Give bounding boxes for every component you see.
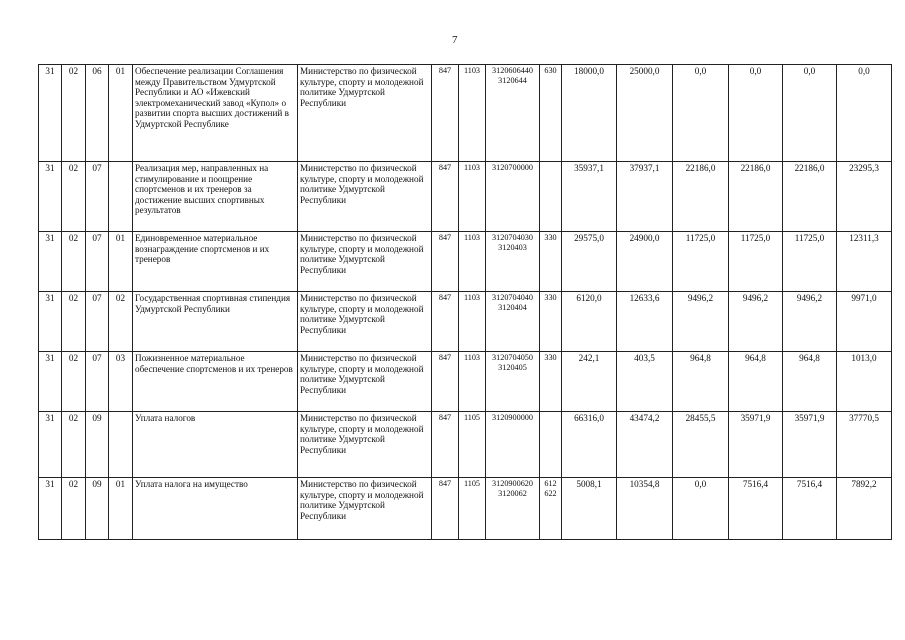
budget-table — [38, 64, 892, 540]
value-4: 0,0 — [729, 65, 783, 162]
code-gp: 31 — [39, 65, 62, 162]
value-6: 7892,2 — [837, 478, 892, 540]
responsible-org: Министерство по физической культуре, спорту и молодежной политике Удмуртской Республики — [298, 478, 432, 540]
value-3: 964,8 — [673, 352, 729, 412]
code-gp: 31 — [39, 162, 62, 232]
code-pp: 02 — [62, 65, 86, 162]
value-5: 9496,2 — [783, 292, 837, 352]
responsible-org: Министерство по физической культуре, спорту и молодежной политике Удмуртской Республики — [298, 232, 432, 292]
responsible-org: Министерство по физической культуре, спорту и молодежной политике Удмуртской Республики — [298, 162, 432, 232]
csr-line: 3120606440 — [492, 66, 533, 75]
value-6: 12311,3 — [837, 232, 892, 292]
code-om: 09 — [86, 478, 109, 540]
code-om: 09 — [86, 412, 109, 478]
value-2: 37937,1 — [617, 162, 673, 232]
value-5: 35971,9 — [783, 412, 837, 478]
code-gp: 31 — [39, 412, 62, 478]
value-6: 0,0 — [837, 65, 892, 162]
code-gp: 31 — [39, 292, 62, 352]
code-csr — [486, 292, 540, 352]
value-5: 22186,0 — [783, 162, 837, 232]
code-m — [109, 162, 133, 232]
csr-line: 3120704040 — [492, 293, 533, 302]
value-1: 35937,1 — [562, 162, 617, 232]
event-name: Реализация мер, направленных на стимулирование и поощрение спортсменов и их тренеров за достижение высших спортивных результатов — [133, 162, 298, 232]
table-row — [39, 352, 892, 412]
vr-line: 612 — [544, 479, 557, 488]
code-csr — [486, 412, 540, 478]
event-name: Уплата налогов — [133, 412, 298, 478]
value-4: 964,8 — [729, 352, 783, 412]
csr-line: 3120644 — [498, 76, 527, 85]
code-gp: 31 — [39, 352, 62, 412]
code-vr — [540, 65, 562, 162]
code-grbs: 847 — [432, 65, 459, 162]
code-m: 01 — [109, 478, 133, 540]
event-name: Пожизненное материальное обеспечение спортсменов и их тренеров — [133, 352, 298, 412]
csr-line: 3120704050 — [492, 353, 533, 362]
value-5: 11725,0 — [783, 232, 837, 292]
code-csr — [486, 65, 540, 162]
value-4: 9496,2 — [729, 292, 783, 352]
code-pp: 02 — [62, 478, 86, 540]
vr-line: 630 — [544, 66, 557, 75]
value-5: 964,8 — [783, 352, 837, 412]
value-1: 66316,0 — [562, 412, 617, 478]
code-rzpr: 1105 — [459, 412, 486, 478]
value-1: 29575,0 — [562, 232, 617, 292]
code-m: 03 — [109, 352, 133, 412]
value-2: 403,5 — [617, 352, 673, 412]
value-5: 7516,4 — [783, 478, 837, 540]
code-m: 01 — [109, 65, 133, 162]
code-vr — [540, 478, 562, 540]
code-om: 06 — [86, 65, 109, 162]
value-3: 0,0 — [673, 65, 729, 162]
event-name: Обеспечение реализации Соглашения между Правительством Удмуртской Республики и АО «Ижевский электромеханический завод «Купол» о развитии спорта высших достижений в Удмуртской Республике — [133, 65, 298, 162]
responsible-org: Министерство по физической культуре, спорту и молодежной политике Удмуртской Республики — [298, 412, 432, 478]
csr-line: 3120700000 — [492, 163, 533, 172]
value-2: 10354,8 — [617, 478, 673, 540]
table-row — [39, 478, 892, 540]
code-rzpr: 1103 — [459, 232, 486, 292]
table-row — [39, 65, 892, 162]
code-csr — [486, 352, 540, 412]
table-row — [39, 232, 892, 292]
code-pp: 02 — [62, 162, 86, 232]
value-6: 37770,5 — [837, 412, 892, 478]
code-pp: 02 — [62, 232, 86, 292]
code-gp: 31 — [39, 478, 62, 540]
code-rzpr: 1105 — [459, 478, 486, 540]
code-vr — [540, 292, 562, 352]
value-1: 5008,1 — [562, 478, 617, 540]
vr-line: 330 — [544, 233, 557, 242]
value-4: 22186,0 — [729, 162, 783, 232]
code-pp: 02 — [62, 292, 86, 352]
event-name: Единовременное материальное вознаграждение спортсменов и их тренеров — [133, 232, 298, 292]
code-om: 07 — [86, 352, 109, 412]
code-om: 07 — [86, 232, 109, 292]
code-m: 01 — [109, 232, 133, 292]
code-rzpr: 1103 — [459, 65, 486, 162]
value-3: 28455,5 — [673, 412, 729, 478]
csr-line: 3120405 — [498, 363, 527, 372]
responsible-org: Министерство по физической культуре, спорту и молодежной политике Удмуртской Республики — [298, 352, 432, 412]
code-grbs: 847 — [432, 162, 459, 232]
value-6: 9971,0 — [837, 292, 892, 352]
code-rzpr: 1103 — [459, 352, 486, 412]
code-grbs: 847 — [432, 478, 459, 540]
vr-line: 330 — [544, 353, 557, 362]
value-6: 1013,0 — [837, 352, 892, 412]
value-3: 22186,0 — [673, 162, 729, 232]
table-row — [39, 412, 892, 478]
value-4: 7516,4 — [729, 478, 783, 540]
value-3: 9496,2 — [673, 292, 729, 352]
responsible-org: Министерство по физической культуре, спорту и молодежной политике Удмуртской Республики — [298, 292, 432, 352]
value-5: 0,0 — [783, 65, 837, 162]
vr-line: 330 — [544, 293, 557, 302]
code-csr — [486, 478, 540, 540]
page-number: 7 — [452, 34, 458, 46]
value-2: 43474,2 — [617, 412, 673, 478]
value-2: 12633,6 — [617, 292, 673, 352]
code-vr — [540, 162, 562, 232]
code-gp: 31 — [39, 232, 62, 292]
code-om: 07 — [86, 162, 109, 232]
responsible-org: Министерство по физической культуре, спорту и молодежной политике Удмуртской Республики — [298, 65, 432, 162]
csr-line: 3120062 — [498, 489, 527, 498]
csr-line: 3120900000 — [492, 413, 533, 422]
code-m: 02 — [109, 292, 133, 352]
value-4: 11725,0 — [729, 232, 783, 292]
vr-line: 622 — [544, 489, 557, 498]
code-pp: 02 — [62, 352, 86, 412]
code-csr — [486, 162, 540, 232]
code-grbs: 847 — [432, 412, 459, 478]
value-3: 0,0 — [673, 478, 729, 540]
code-om: 07 — [86, 292, 109, 352]
table-row — [39, 292, 892, 352]
code-rzpr: 1103 — [459, 292, 486, 352]
csr-line: 3120403 — [498, 243, 527, 252]
value-2: 24900,0 — [617, 232, 673, 292]
code-vr — [540, 412, 562, 478]
value-2: 25000,0 — [617, 65, 673, 162]
value-1: 18000,0 — [562, 65, 617, 162]
code-csr — [486, 232, 540, 292]
code-m — [109, 412, 133, 478]
value-1: 6120,0 — [562, 292, 617, 352]
value-1: 242,1 — [562, 352, 617, 412]
code-pp: 02 — [62, 412, 86, 478]
code-vr — [540, 352, 562, 412]
event-name: Государственная спортивная стипендия Удмуртской Республики — [133, 292, 298, 352]
csr-line: 3120404 — [498, 303, 527, 312]
value-6: 23295,3 — [837, 162, 892, 232]
value-3: 11725,0 — [673, 232, 729, 292]
code-grbs: 847 — [432, 292, 459, 352]
event-name: Уплата налога на имущество — [133, 478, 298, 540]
value-4: 35971,9 — [729, 412, 783, 478]
code-grbs: 847 — [432, 352, 459, 412]
code-vr — [540, 232, 562, 292]
code-rzpr: 1103 — [459, 162, 486, 232]
code-grbs: 847 — [432, 232, 459, 292]
csr-line: 3120704030 — [492, 233, 533, 242]
csr-line: 3120900620 — [492, 479, 533, 488]
table-row — [39, 162, 892, 232]
